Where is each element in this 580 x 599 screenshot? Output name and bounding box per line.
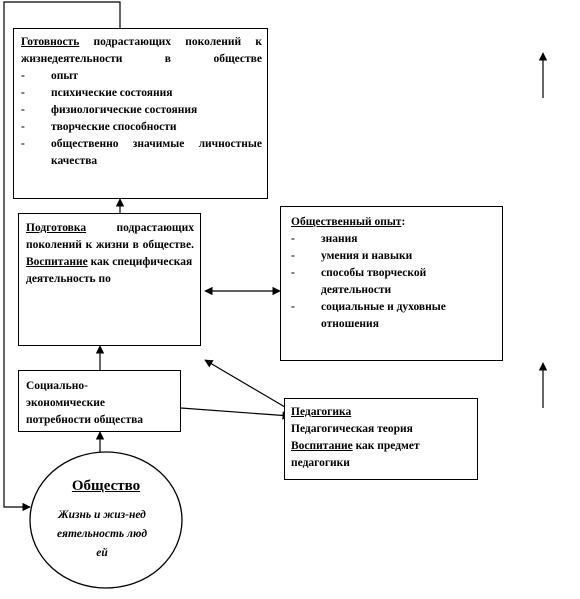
preparation-upbringing [26, 254, 194, 288]
preparation-title [26, 220, 194, 254]
readiness-item: - психические состояния [21, 85, 262, 102]
preparation-box [18, 213, 201, 346]
experience-item: - социальные и духовные отношения [291, 299, 496, 333]
readiness-title [21, 34, 262, 68]
arrow-pedagogy-to-preparation [205, 360, 290, 410]
pedagogy-box [284, 398, 478, 480]
experience-title: Общественный опыт: [291, 216, 406, 228]
pedagogy-subject-word: Воспитание [291, 440, 353, 452]
readiness-title-word: Готовность [21, 36, 80, 48]
needs-box [18, 370, 181, 432]
experience-list [291, 231, 496, 333]
readiness-item: - опыт [21, 68, 262, 85]
readiness-item: - творческие способности [21, 119, 262, 136]
experience-title-text: Общественный опыт [291, 216, 402, 228]
society-text: Жизнь и жиз-недеятельность людей [56, 509, 148, 559]
preparation-upbringing-rest: как специфическая деятельность по [26, 256, 193, 285]
preparation-title-rest: подрастающих поколений к жизни в обществе. [26, 222, 194, 251]
readiness-box [13, 28, 268, 199]
preparation-title-word: Подготовка [26, 222, 87, 234]
readiness-item: - физиологические состояния [21, 102, 262, 119]
experience-item: - умения и навыки [291, 248, 496, 265]
pedagogy-theory: Педагогическая теория [291, 423, 413, 435]
experience-item: - знания [291, 231, 496, 248]
pedagogy-title: Педагогика [291, 406, 352, 418]
readiness-title-rest: подрастающих поколений к жизнедеятельности в обществе [21, 36, 262, 65]
readiness-list [21, 68, 262, 170]
needs-text: Социально-экономические потребности общества [26, 380, 144, 426]
pedagogy-subject [291, 438, 471, 472]
arrow-needs-to-pedagogy [181, 408, 290, 416]
readiness-item: - общественно значимые личностные качества [21, 136, 262, 170]
experience-item: - способы творческой деятельности [291, 265, 496, 299]
experience-box [280, 206, 503, 361]
preparation-upbringing-word: Воспитание [26, 256, 88, 268]
society-title: Общество [71, 478, 141, 494]
pedagogy-subject-rest: как предмет педагогики [291, 440, 420, 469]
